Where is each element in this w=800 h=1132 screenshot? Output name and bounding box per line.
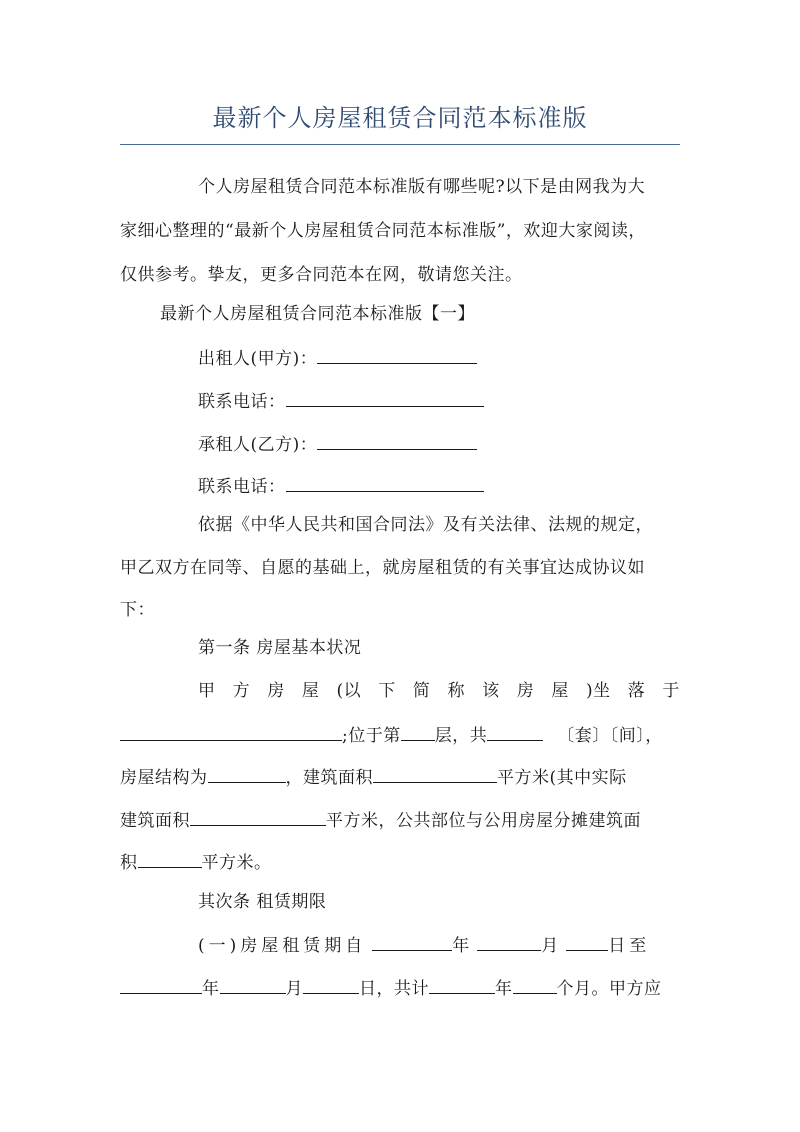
- intro-line-3: 仅供参考。挚友，更多合同范本在网，敬请您关注。: [120, 265, 523, 285]
- article1-char: 简: [412, 681, 431, 701]
- actual-area-label: 平方米(其中实际: [497, 768, 627, 788]
- basis-line-3: 下：: [120, 600, 155, 620]
- article1-heading: 第一条 房屋基本状况: [198, 638, 362, 658]
- structure-label: 房屋结构为: [120, 768, 208, 788]
- start-month-label: 月: [541, 936, 563, 956]
- article1-char: 方: [232, 681, 251, 701]
- article1-line-2: [120, 723, 680, 747]
- lessor-phone-blank: [286, 389, 484, 407]
- end-day-label: 日，共计: [359, 979, 429, 999]
- intro-line-2: 家细心整理的“最新个人房屋租赁合同范本标准版”，欢迎大家阅读，: [120, 221, 646, 241]
- total-label: 层，共: [434, 726, 488, 746]
- lessor-field: [120, 346, 680, 370]
- article1-char: 该: [482, 681, 500, 701]
- location-blank: [120, 723, 342, 741]
- area-label: ，建筑面积: [285, 768, 373, 788]
- article1-char: 屋: [301, 681, 320, 701]
- basis-line-1: 依据《中华人民共和国合同法》及有关法律、法规的规定，: [198, 515, 653, 535]
- structure-blank: [208, 765, 286, 783]
- article1-char: (以: [336, 681, 362, 701]
- lessee-field: [120, 432, 680, 456]
- article2-heading: 其次条 租赁期限: [198, 892, 327, 912]
- article1-char: 于: [662, 681, 680, 701]
- article1-char: 落: [627, 681, 646, 701]
- article2-line-1: [120, 933, 680, 957]
- total-months-blank: [513, 976, 557, 994]
- actual-area-blank: [190, 808, 326, 826]
- article1-line-4: [120, 808, 680, 832]
- lessor-label: 出租人(甲方)：: [198, 349, 318, 369]
- lessee-phone-label: 联系电话：: [198, 477, 286, 497]
- lessor-phone-field: [120, 389, 680, 413]
- article1-char: 称: [447, 681, 466, 701]
- shared-area-unit: 平方米。: [201, 853, 272, 873]
- article1-char: 甲: [198, 681, 216, 701]
- start-year-blank: [372, 933, 452, 951]
- end-day-blank: [303, 976, 359, 994]
- article1-char: 房: [267, 681, 285, 701]
- lessor-blank: [317, 346, 477, 364]
- area-blank: [373, 765, 497, 783]
- start-day-label: 日至: [608, 936, 651, 956]
- title-divider: [120, 144, 680, 145]
- unit-type-label: 〔套〕〔间〕，: [557, 726, 663, 746]
- article2-line-2: [120, 976, 680, 1000]
- floor-blank: [401, 723, 435, 741]
- section-heading: 最新个人房屋租赁合同范本标准版【一】: [160, 304, 475, 324]
- intro-line-1: 个人房屋租赁合同范本标准版有哪些呢?以下是由网我为大: [198, 177, 646, 197]
- article1-line-1: [120, 680, 680, 702]
- article1-line-3: [120, 765, 680, 789]
- floor-label: ;位于第: [342, 726, 401, 746]
- lessee-phone-blank: [286, 474, 484, 492]
- actual-area-prefix: 建筑面积: [120, 811, 190, 831]
- start-month-blank: [477, 933, 541, 951]
- lessee-phone-field: [120, 474, 680, 498]
- start-year-label: 年: [452, 936, 474, 956]
- units-blank: [487, 723, 543, 741]
- article1-char: 房: [516, 681, 535, 701]
- end-month-blank: [220, 976, 286, 994]
- article1-line-5: [120, 850, 680, 874]
- shared-area-prefix: 积: [120, 853, 138, 873]
- article1-char: 下: [378, 681, 396, 701]
- start-day-blank: [566, 933, 608, 951]
- shared-area-blank: [138, 850, 202, 868]
- article1-char: 屋: [551, 681, 569, 701]
- document-title: 最新个人房屋租赁合同范本标准版: [212, 104, 588, 132]
- lessee-blank: [317, 432, 477, 450]
- lessee-label: 承租人(乙方)：: [198, 435, 318, 455]
- lessor-phone-label: 联系电话：: [198, 392, 286, 412]
- end-month-label: 月: [285, 979, 303, 999]
- article1-char: )坐: [586, 681, 611, 701]
- shared-area-label: 平方米，公共部位与公用房屋分摊建筑面: [326, 811, 641, 831]
- end-year-label: 年: [202, 979, 220, 999]
- total-years-label: 年: [495, 979, 513, 999]
- total-years-blank: [429, 976, 495, 994]
- end-year-blank: [120, 976, 202, 994]
- total-months-label: 个月。甲方应: [556, 979, 662, 999]
- term-start-label: (一)房屋租赁期自: [198, 936, 367, 956]
- basis-line-2: 甲乙双方在同等、自愿的基础上，就房屋租赁的有关事宜达成协议如: [120, 558, 645, 578]
